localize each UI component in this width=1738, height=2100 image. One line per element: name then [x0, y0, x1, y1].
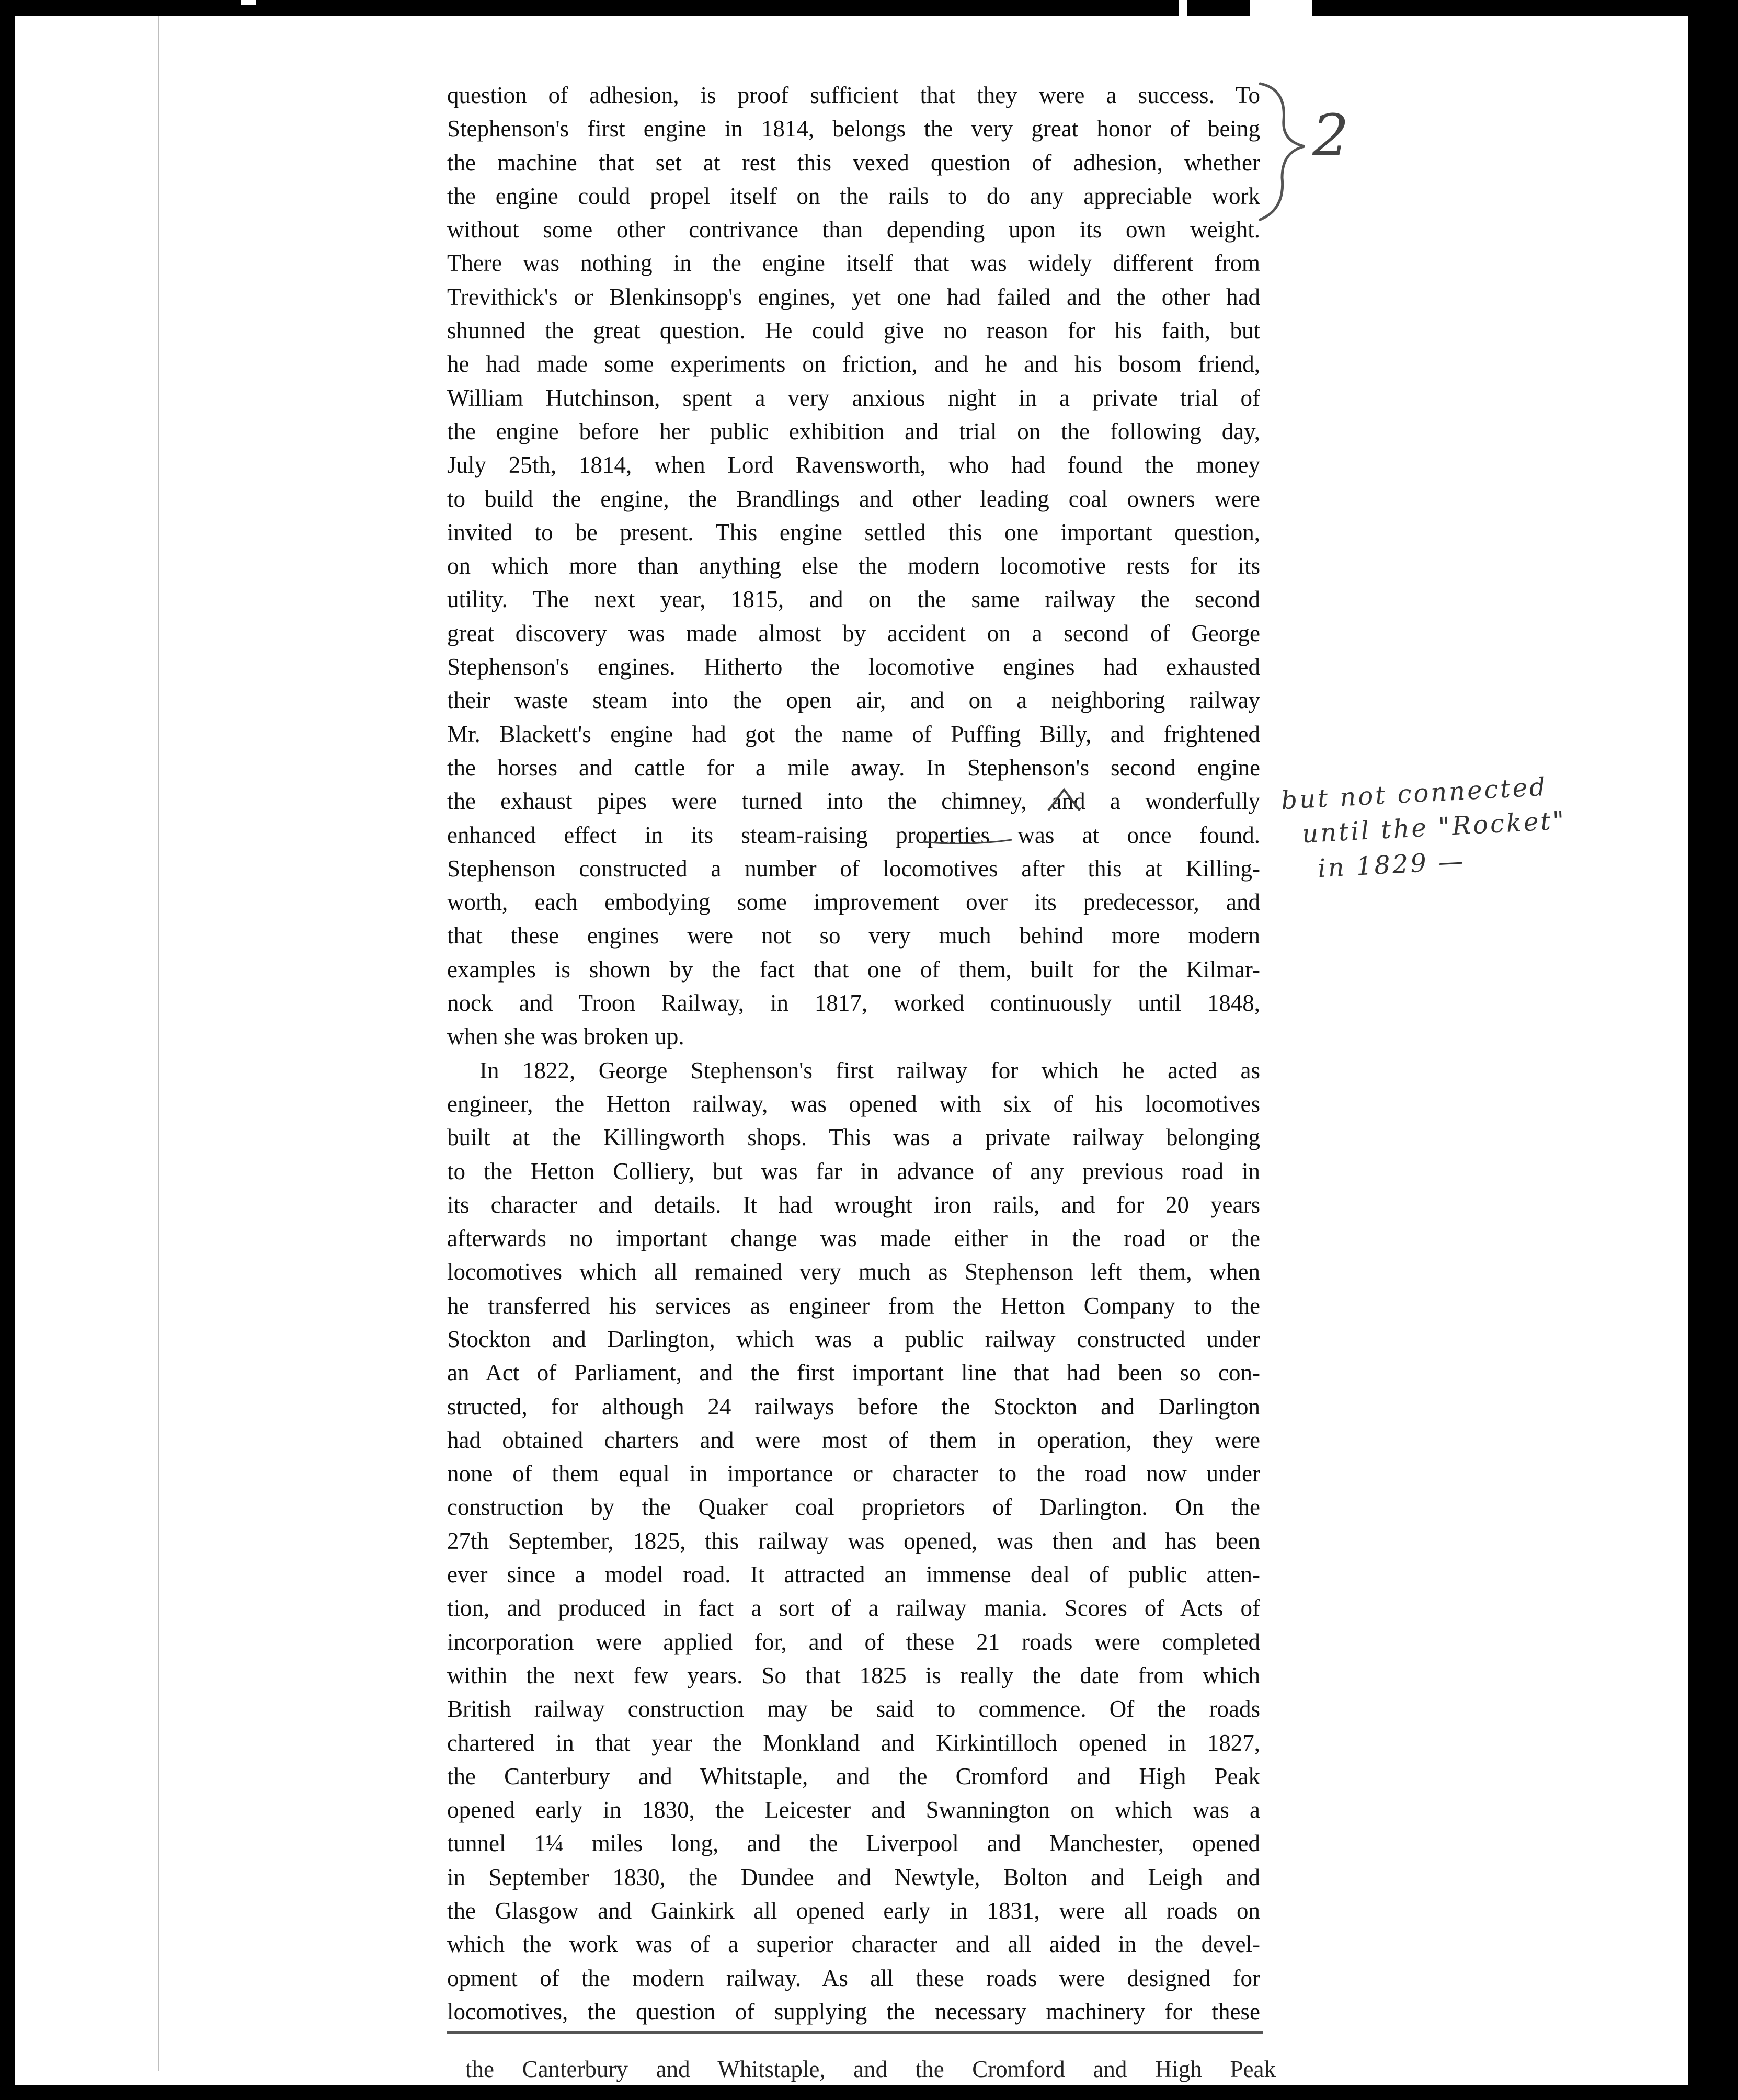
document-body — [447, 78, 1260, 2028]
text-line: worth, each embodying some improvement over its predecessor, and — [447, 889, 1260, 916]
scan-mark — [241, 0, 256, 5]
text-line: locomotives which all remained very much as Stephenson left them, when — [447, 1259, 1260, 1285]
scan-top-border — [0, 0, 1738, 16]
text-line: examples is shown by the fact that one of them, built for the Kilmar- — [447, 956, 1260, 983]
text-line: great discovery was made almost by accident on a second of George — [447, 620, 1260, 646]
text-line: an Act of Parliament, and the first important line that had been so con- — [447, 1360, 1260, 1386]
text-line: Stephenson's first engine in 1814, belongs the very great honor of being — [447, 116, 1260, 142]
text-line: to build the engine, the Brandlings and other leading coal owners were — [447, 485, 1260, 512]
text-line: enhanced effect in its steam-raising properties was at once found. — [447, 821, 1260, 848]
text-line: in September 1830, the Dundee and Newtyle, Bolton and Leigh and — [447, 1864, 1260, 1890]
scan-mark — [1250, 0, 1312, 16]
text-line: structed, for although 24 railways before the Stockton and Darlington — [447, 1393, 1260, 1420]
text-line: shunned the great question. He could give no reason for his faith, but — [447, 317, 1260, 344]
text-line: tion, and produced in fact a sort of a railway mania. Scores of Acts of — [447, 1595, 1260, 1622]
text-line: the engine could propel itself on the rails to do any appreciable work — [447, 182, 1260, 209]
page-fold-line — [158, 16, 159, 2071]
margin-note-line: until the "Rocket" — [1301, 805, 1567, 849]
text-line: Stephenson constructed a number of locomotives after this at Killing- — [447, 855, 1260, 882]
text-line: locomotives, the question of supplying the necessary machinery for these — [447, 1998, 1260, 2025]
text-line: opened early in 1830, the Leicester and Swannington on which was a — [447, 1797, 1260, 1823]
margin-note-line: in 1829 — — [1317, 846, 1467, 884]
text-line: question of adhesion, is proof sufficient that they were a success. To — [447, 82, 1260, 108]
handwritten-underline — [920, 837, 1014, 847]
text-line: There was nothing in the engine itself that was widely different from — [447, 250, 1260, 277]
text-line: engineer, the Hetton railway, was opened with six of his locomotives — [447, 1090, 1260, 1117]
text-line: 27th September, 1825, this railway was opened, was then and has been — [447, 1527, 1260, 1554]
text-line: which the work was of a superior character and all aided in the devel- — [447, 1931, 1260, 1958]
text-line: tunnel 1¼ miles long, and the Liverpool and Manchester, opened — [447, 1830, 1260, 1857]
text-line: British railway construction may be said to commence. Of the roads — [447, 1696, 1260, 1722]
text-line: William Hutchinson, spent a very anxious night in a private trial of — [447, 384, 1260, 411]
text-line: Stockton and Darlington, which was a public railway constructed under — [447, 1326, 1260, 1352]
scan-bottom-border — [0, 2085, 1738, 2100]
text-line: on which more than anything else the modern locomotive rests for its — [447, 553, 1260, 579]
text-line: chartered in that year the Monkland and Kirkintilloch opened in 1827, — [447, 1729, 1260, 1756]
text-line: had obtained charters and were most of them in operation, they were — [447, 1426, 1260, 1453]
paragraph-1 — [447, 78, 1260, 1054]
text-line: Stephenson's engines. Hitherto the locomotive engines had exhausted — [447, 654, 1260, 680]
text-line: built at the Killingworth shops. This was a private railway belonging — [447, 1124, 1260, 1151]
text-line: its character and details. It had wrought iron rails, and for 20 years — [447, 1191, 1260, 1218]
text-line: when she was broken up. — [447, 1023, 684, 1050]
text-line: the Glasgow and Gainkirk all opened early in 1831, were all roads on — [447, 1898, 1260, 1924]
text-line: construction by the Quaker coal proprietors of Darlington. On the — [447, 1494, 1260, 1521]
text-line: the Canterbury and Whitstaple, and the Cromford and High Peak — [447, 1763, 1260, 1789]
text-line: utility. The next year, 1815, and on the same railway the second — [447, 586, 1260, 613]
text-line: invited to be present. This engine settled this one important question, — [447, 519, 1260, 545]
handwritten-caret — [1043, 784, 1085, 816]
text-line: he had made some experiments on friction, and he and his bosom friend, — [447, 351, 1260, 378]
text-line: the exhaust pipes were turned into the chimney, and a wonderfully — [447, 788, 1260, 815]
text-line: Mr. Blackett's engine had got the name of Puffing Billy, and frightened — [447, 721, 1260, 747]
page-bottom-edge — [447, 2031, 1263, 2034]
text-line: the horses and cattle for a mile away. In Stephenson's second engine — [447, 754, 1260, 781]
text-line: ever since a model road. It attracted an immense deal of public atten- — [447, 1561, 1260, 1588]
text-line: In 1822, George Stephenson's first railway for which he acted as — [479, 1057, 1260, 1083]
text-line: opment of the modern railway. As all these roads were designed for — [447, 1965, 1260, 1991]
text-line: the engine before her public exhibition and trial on the following day, — [447, 418, 1260, 444]
text-line: incorporation were applied for, and of these 21 roads were completed — [447, 1628, 1260, 1655]
text-line: within the next few years. So that 1825 is really the date from which — [447, 1662, 1260, 1688]
scan-mark — [1179, 0, 1187, 16]
margin-note — [1280, 772, 1567, 884]
text-line: none of them equal in importance or character to the road now under — [447, 1460, 1260, 1487]
text-line: the machine that set at rest this vexed question of adhesion, whether — [447, 149, 1260, 176]
paragraph-2 — [447, 1054, 1260, 2029]
margin-note-line: but not connected — [1280, 772, 1548, 816]
scan-right-border — [1688, 0, 1738, 2100]
handwritten-page-number: 2 — [1312, 102, 1349, 169]
text-line: he transferred his services as engineer from the Hetton Company to the — [447, 1292, 1260, 1319]
scan-left-border — [0, 0, 15, 2100]
text-line: without some other contrivance than depending upon its own weight. — [447, 216, 1260, 243]
next-page-overflow-text: the Canterbury and Whitstaple, and the Cromford and High Peak — [465, 2056, 1276, 2082]
text-line: to the Hetton Colliery, but was far in advance of any previous road in — [447, 1158, 1260, 1184]
text-line: nock and Troon Railway, in 1817, worked continuously until 1848, — [447, 990, 1260, 1017]
text-line: their waste steam into the open air, and on a neighboring railway — [447, 687, 1260, 714]
text-line: July 25th, 1814, when Lord Ravensworth, who had found the money — [447, 452, 1260, 478]
handwritten-brace — [1255, 78, 1318, 225]
text-line: afterwards no important change was made either in the road or the — [447, 1225, 1260, 1252]
text-line: that these engines were not so very much behind more modern — [447, 922, 1260, 949]
text-line: Trevithick's or Blenkinsopp's engines, yet one had failed and the other had — [447, 283, 1260, 310]
